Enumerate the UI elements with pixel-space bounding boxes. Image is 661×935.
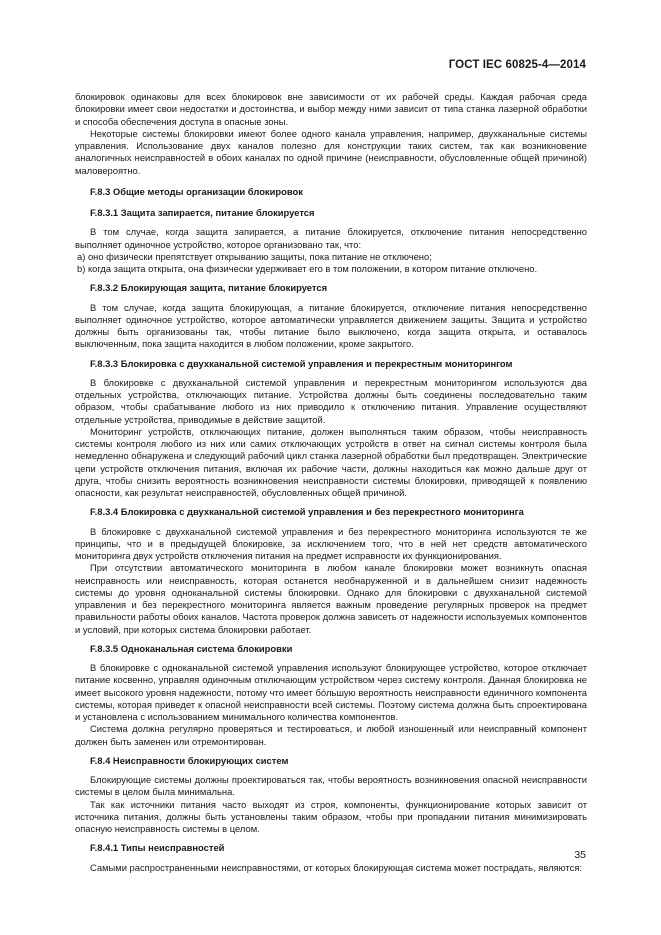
list-item: b) когда защита открыта, она физически удерживает его в том положении, в котором питание отключено. (77, 263, 538, 274)
section-heading: F.8.3 Общие методы организации блокировок (90, 185, 303, 197)
list-item: a) оно физически препятствует открыванию защиты, пока питание не отключено; (77, 250, 432, 262)
section-heading: F.8.4 Неисправности блокирующих систем (90, 754, 289, 766)
section-heading: F.8.4.1 Типы неисправностей (90, 842, 225, 854)
paragraph: Мониторинг устройств, отключающих питание, должен выполняться таким образом, чтобы неисправность системы контроля любого из них или самих отключающих устройств в ответ на сигнал системы контроля была немедленно обнаружена и следующий рабочий цикл станка лазерной обработки был предотвращен. Электрические цепи устройств отключения питания, включая их рабочие части, должны находиться как можно дальше друг от друга, чтобы снизить вероятность возникновения неисправности системы блокировки, приводящей к появлению опасности, как результат неисправностей, обусловленных общей причиной. (75, 425, 587, 498)
paragraph: В блокировке с двухканальной системой управления и без перекрестного мониторинга используются те же принципы, что и в предыдущей блокировке, за исключением того, что в ней нет средств автоматического мониторинга двух устройств отключения питания на предмет исправности их функционирования. (75, 525, 587, 561)
paragraph: Некоторые системы блокировки имеют более одного канала управления, например, двухканальные системы управления. Использование двух каналов полезно для конструкции таких систем, так как возникновение аналогичных неисправностей в обоих каналах по одной причине (неисправности, обусловленные общей причиной) маловероятно. (75, 127, 587, 176)
paragraph: Самыми распространенными неисправностями, от которых блокирующая система может пострадать, являются: (90, 861, 583, 873)
paragraph: Блокирующие системы должны проектироваться так, чтобы вероятность возникновения опасной неисправности системы в целом была минимальна. (75, 774, 587, 798)
document-body (75, 91, 587, 874)
paragraph: В блокировке с одноканальной системой управления используют блокирующее устройство, которое отключает питание косвенно, управляя одиночным отключающим устройством через систему контроля. Данная блокировка не имеет высокого уровня надежности, потому что имеет бо́льшую вероятность неисправности единичного компонента системы, которая приведет к опасной неисправности всей системы. Поэтому система должна быть спроектирована и установлена с использованием минимального количества компонентов. (75, 662, 587, 722)
paragraph: Так как источники питания часто выходят из строя, компоненты, функционирование которых зависит от источника питания, должны быть установлены таким образом, чтобы при пропадании питания минимизировать опасную неисправность системы в целом. (75, 798, 587, 834)
paragraph: блокировок одинаковы для всех блокировок вне зависимости от их рабочей среды. Каждая рабочая среда блокировки имеет свои недостатки и достоинства, и выбор между ними зависит от типа станка лазерной обработки и способа обеспечения доступа в опасные зоны. (75, 91, 587, 127)
section-heading: F.8.3.5 Одноканальная система блокировки (90, 642, 293, 654)
paragraph: В том случае, когда защита блокирующая, а питание блокируется, отключение питания непосредственно выполняет одиночное устройство, которое автоматически управляется движением защиты. Защита и устройство должны быть организованы так, чтобы питание было выключено, когда защита открыта, и оставалось выключенным, пока защита находится в любом положении, кроме закрытого. (75, 301, 587, 350)
page-number: 35 (574, 849, 586, 861)
paragraph: При отсутствии автоматического мониторинга в любом канале блокировки может возникнуть опасная неисправность или неисправность, которая останется необнаруженной и в дальнейшем снизит надежность системы до уровня одноканальной системы блокировки. Однако для блокировки с двухканальной системой управления и без перекрестного мониторинга является важным проведение регулярных проверок на предмет правильности работы обоих каналов. Частота проверок должна зависеть от надежности используемых компонентов и условий, при которых система блокировки работает. (75, 562, 587, 635)
paragraph: Система должна регулярно проверяться и тестироваться, и любой изношенный или неисправный компонент должен быть заменен или отремонтирован. (75, 723, 587, 747)
section-heading: F.8.3.2 Блокирующая защита, питание блокируется (90, 282, 328, 294)
paragraph: В блокировке с двухканальной системой управления и перекрестным мониторингом используются два отдельных устройства, отключающих питание. Устройства должны быть соединены последовательно таким образом, чтобы срабатывание любого из них приводило к отключению питания. Управление осуществляют отдельные устройства, приводимые в действие защитой. (75, 376, 587, 425)
document-code-header: ГОСТ IEC 60825-4—2014 (448, 59, 586, 71)
paragraph: В том случае, когда защита запирается, а питание блокируется, отключение питания непосредственно выполняет одиночное устройство, которое организовано так, что: (75, 226, 587, 250)
section-heading: F.8.3.4 Блокировка с двухканальной системой управления и без перекрестного мониторинга (90, 506, 524, 518)
section-heading: F.8.3.3 Блокировка с двухканальной системой управления и перекрестным мониторингом (90, 357, 513, 369)
section-heading: F.8.3.1 Защита запирается, питание блокируется (90, 207, 315, 218)
